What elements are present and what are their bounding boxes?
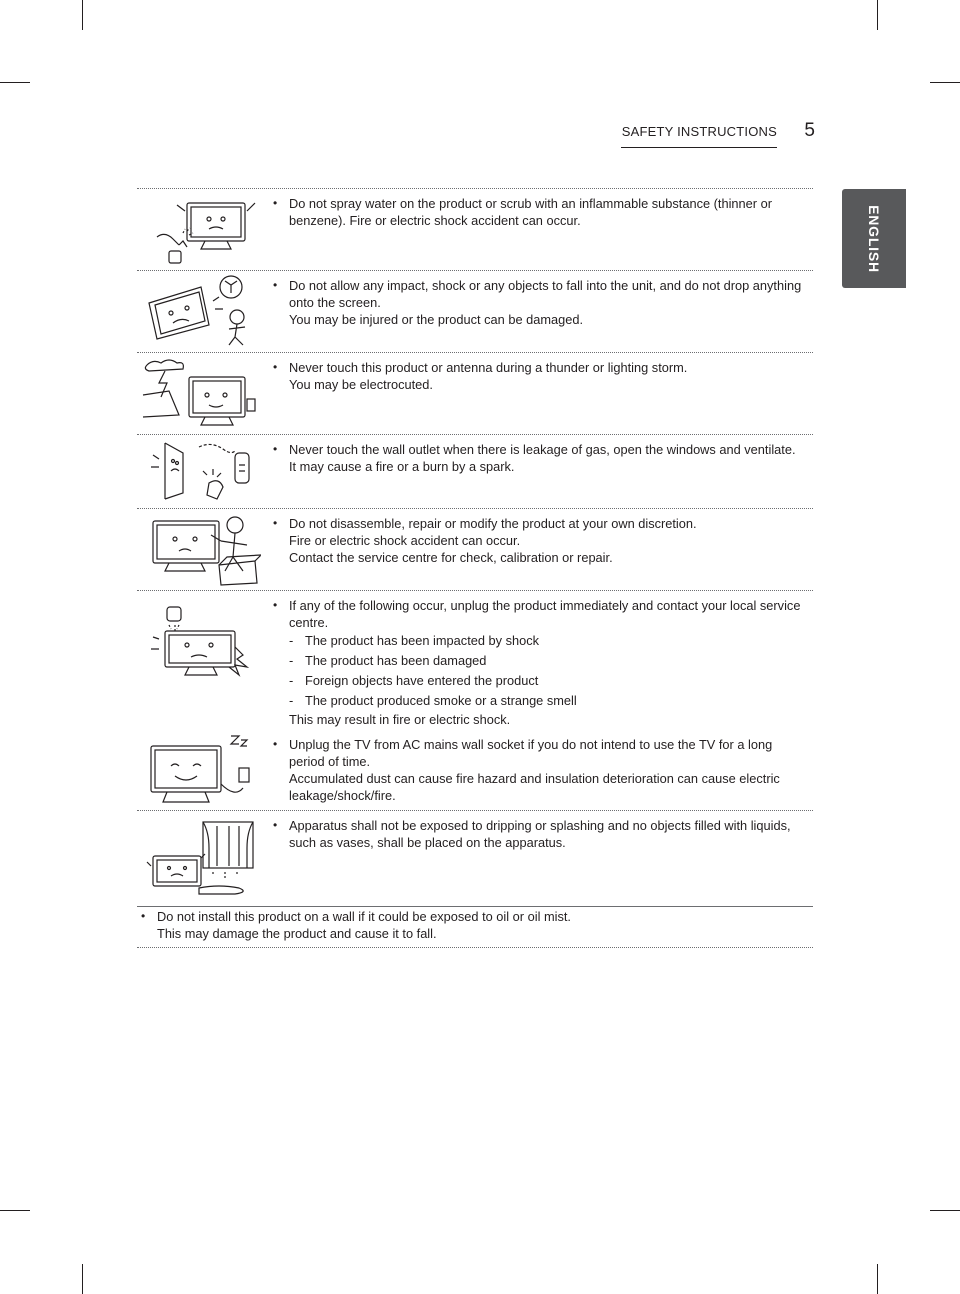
condition-item: - Foreign objects have entered the product [273, 671, 803, 691]
safety-note: It may cause a fire or a burn by a spark. [289, 459, 515, 474]
safety-item [137, 590, 813, 731]
safety-bullet: • Never touch the wall outlet when there is leakage of gas, open the windows and ventilate. [273, 441, 803, 458]
safety-note: This may result in fire or electric shock. [289, 712, 511, 727]
safety-note: You may be electrocuted. [289, 377, 433, 392]
safety-note: You may be injured or the product can be damaged. [289, 312, 584, 327]
language-tab-label: ENGLISH [866, 204, 882, 273]
crop-mark [930, 82, 960, 83]
page-header [600, 118, 820, 148]
section-title: SAFETY INSTRUCTIONS [621, 124, 777, 139]
safety-note: Contact the service centre for check, calibration or repair. [289, 550, 613, 565]
crop-mark [877, 0, 878, 30]
safety-bullet: • Unplug the TV from AC mains wall socket if you do not intend to use the TV for a long period of time. [273, 736, 803, 770]
safety-note: This may damage the product and cause it to fall. [157, 926, 437, 941]
wall-outlet-gas-leak-icon [139, 437, 261, 513]
crop-mark [82, 0, 83, 30]
safety-item [137, 188, 813, 269]
safety-bullet: • Do not disassemble, repair or modify the product at your own discretion. [273, 515, 803, 532]
tv-spray-water-icon [139, 191, 261, 267]
tv-damaged-smoke-icon [139, 593, 261, 689]
safety-note: Fire or electric shock accident can occur. [289, 533, 521, 548]
condition-item: - The product produced smoke or a strange smell [273, 691, 803, 711]
safety-bullet: • Do not allow any impact, shock or any objects to fall into the unit, and do not drop anything onto the screen. [273, 277, 803, 311]
safety-note: Accumulated dust can cause fire hazard and insulation deterioration can cause electric leakage/shock/fire. [289, 771, 780, 803]
page-number: 5 [804, 120, 815, 141]
safety-bullet: • Never touch this product or antenna during a thunder or lighting storm. [273, 359, 803, 376]
safety-bullet: • Apparatus shall not be exposed to dripping or splashing and no objects filled with liquids, such as vases, shall be placed on the apparatus. [273, 817, 803, 851]
safety-bullet: • If any of the following occur, unplug the product immediately and contact your local service centre. [273, 597, 803, 631]
crop-mark [877, 1264, 878, 1294]
header-rule [621, 147, 777, 148]
safety-item [137, 352, 813, 433]
safety-bullet: • Do not spray water on the product or scrub with an inflammable substance (thinner or benzene). Fire or electric shock accident can occur. [273, 195, 803, 229]
tv-disassemble-icon [139, 511, 261, 587]
crop-mark [0, 82, 30, 83]
tv-lightning-storm-icon [139, 355, 261, 431]
safety-item [137, 730, 813, 810]
safety-item [137, 434, 813, 515]
safety-bullet: • Do not install this product on a wall if it could be exposed to oil or oil mist. [141, 908, 571, 925]
crop-mark [82, 1264, 83, 1294]
crop-mark [930, 1210, 960, 1211]
crop-mark [0, 1210, 30, 1211]
safety-item [137, 508, 813, 591]
bottom-note [137, 906, 813, 948]
condition-item: - The product has been damaged [273, 651, 803, 671]
tv-unplug-sleep-icon [139, 732, 261, 808]
condition-item: - The product has been impacted by shock [273, 631, 803, 651]
safety-item [137, 270, 813, 351]
safety-item [137, 810, 813, 903]
tv-impact-ball-icon [139, 273, 261, 349]
language-tab [842, 189, 906, 288]
tv-dripping-water-icon [139, 813, 261, 899]
